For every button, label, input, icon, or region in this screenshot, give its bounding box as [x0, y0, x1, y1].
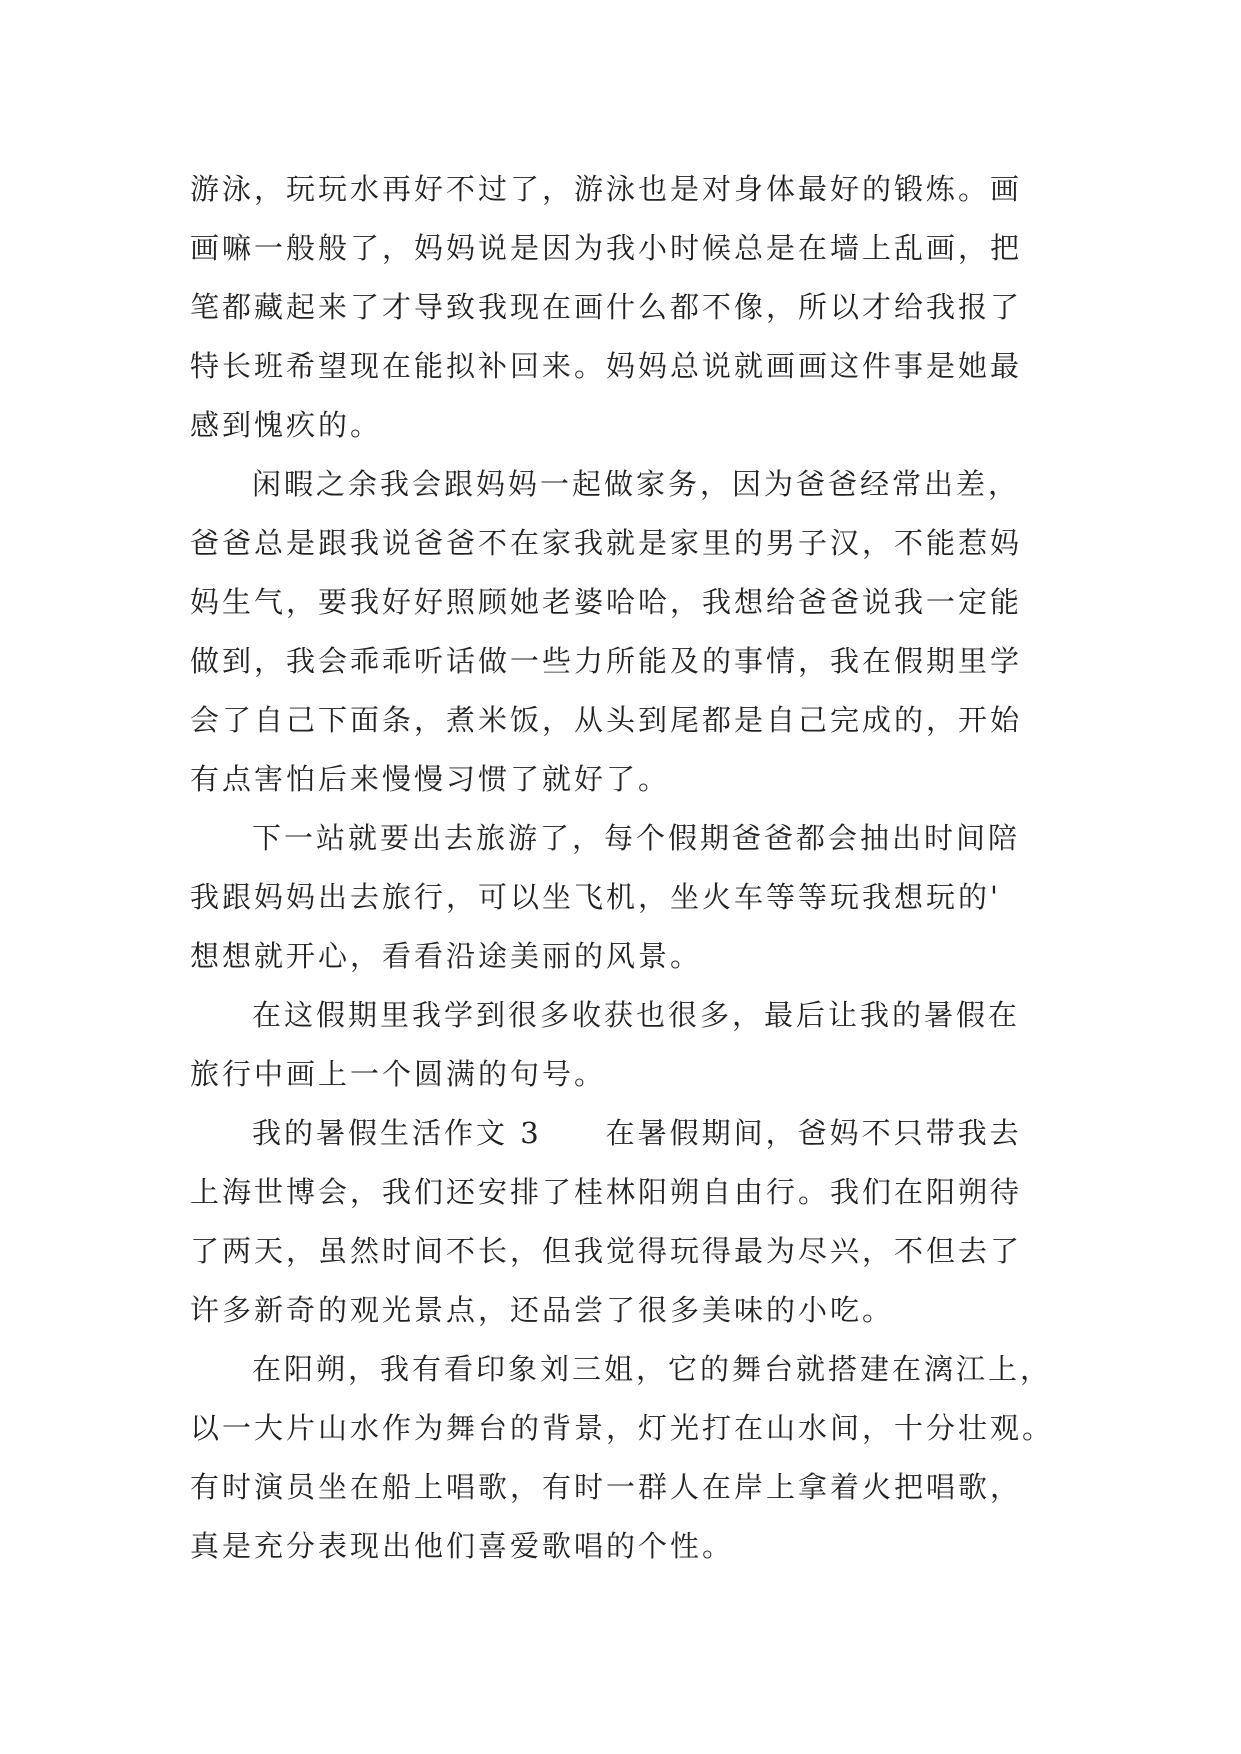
text-line: 爸爸总是跟我说爸爸不在家我就是家里的男子汉，不能惹妈 — [190, 526, 1023, 560]
section-heading-line: 我的暑假生活作文 3 在暑假期间，爸妈不只带我去 — [252, 1116, 1022, 1150]
text-line: 妈生气，要我好好照顾她老婆哈哈，我想给爸爸说我一定能 — [190, 585, 1023, 619]
text-line: 有点害怕后来慢慢习惯了就好了。 — [190, 762, 671, 796]
text-line: 做到，我会乖乖听话做一些力所能及的事情，我在假期里学 — [190, 644, 1023, 678]
text-line: 旅行中画上一个圆满的句号。 — [190, 1057, 607, 1091]
paragraph-first-line: 在阳朔，我有看印象刘三姐，它的舞台就搭建在漓江上， — [252, 1352, 1053, 1386]
paragraph-first-line: 下一站就要出去旅游了，每个假期爸爸都会抽出时间陪 — [252, 821, 1021, 855]
text-line: 特长班希望现在能拟补回来。妈妈总说就画画这件事是她最 — [190, 349, 1023, 383]
text-line: 我跟妈妈出去旅行，可以坐飞机，坐火车等等玩我想玩的' — [190, 880, 1001, 914]
document-body — [190, 160, 1060, 1576]
text-line: 感到愧疚的。 — [190, 408, 383, 442]
text-line: 了两天，虽然时间不长，但我觉得玩得最为尽兴，不但去了 — [190, 1234, 1023, 1268]
text-line: 画嘛一般般了，妈妈说是因为我小时候总是在墙上乱画，把 — [190, 231, 1023, 265]
text-line: 想想就开心，看看沿途美丽的风景。 — [190, 939, 703, 973]
text-line: 上海世博会，我们还安排了桂林阳朔自由行。我们在阳朔待 — [190, 1175, 1023, 1209]
text-line: 许多新奇的观光景点，还品尝了很多美味的小吃。 — [190, 1293, 895, 1327]
text-line: 笔都藏起来了才导致我现在画什么都不像，所以才给我报了 — [190, 290, 1023, 324]
text-line: 有时演员坐在船上唱歌，有时一群人在岸上拿着火把唱歌， — [190, 1470, 1023, 1504]
text-line: 以一大片山水作为舞台的背景，灯光打在山水间，十分壮观。 — [190, 1411, 1055, 1445]
paragraph-first-line: 闲暇之余我会跟妈妈一起做家务，因为爸爸经常出差， — [252, 467, 1021, 501]
text-line: 会了自己下面条，煮米饭，从头到尾都是自己完成的，开始 — [190, 703, 1023, 737]
paragraph-first-line: 在这假期里我学到很多收获也很多，最后让我的暑假在 — [252, 998, 1021, 1032]
text-line: 真是充分表现出他们喜爱歌唱的个性。 — [190, 1529, 735, 1563]
text-line: 游泳，玩玩水再好不过了，游泳也是对身体最好的锻炼。画 — [190, 172, 1023, 206]
